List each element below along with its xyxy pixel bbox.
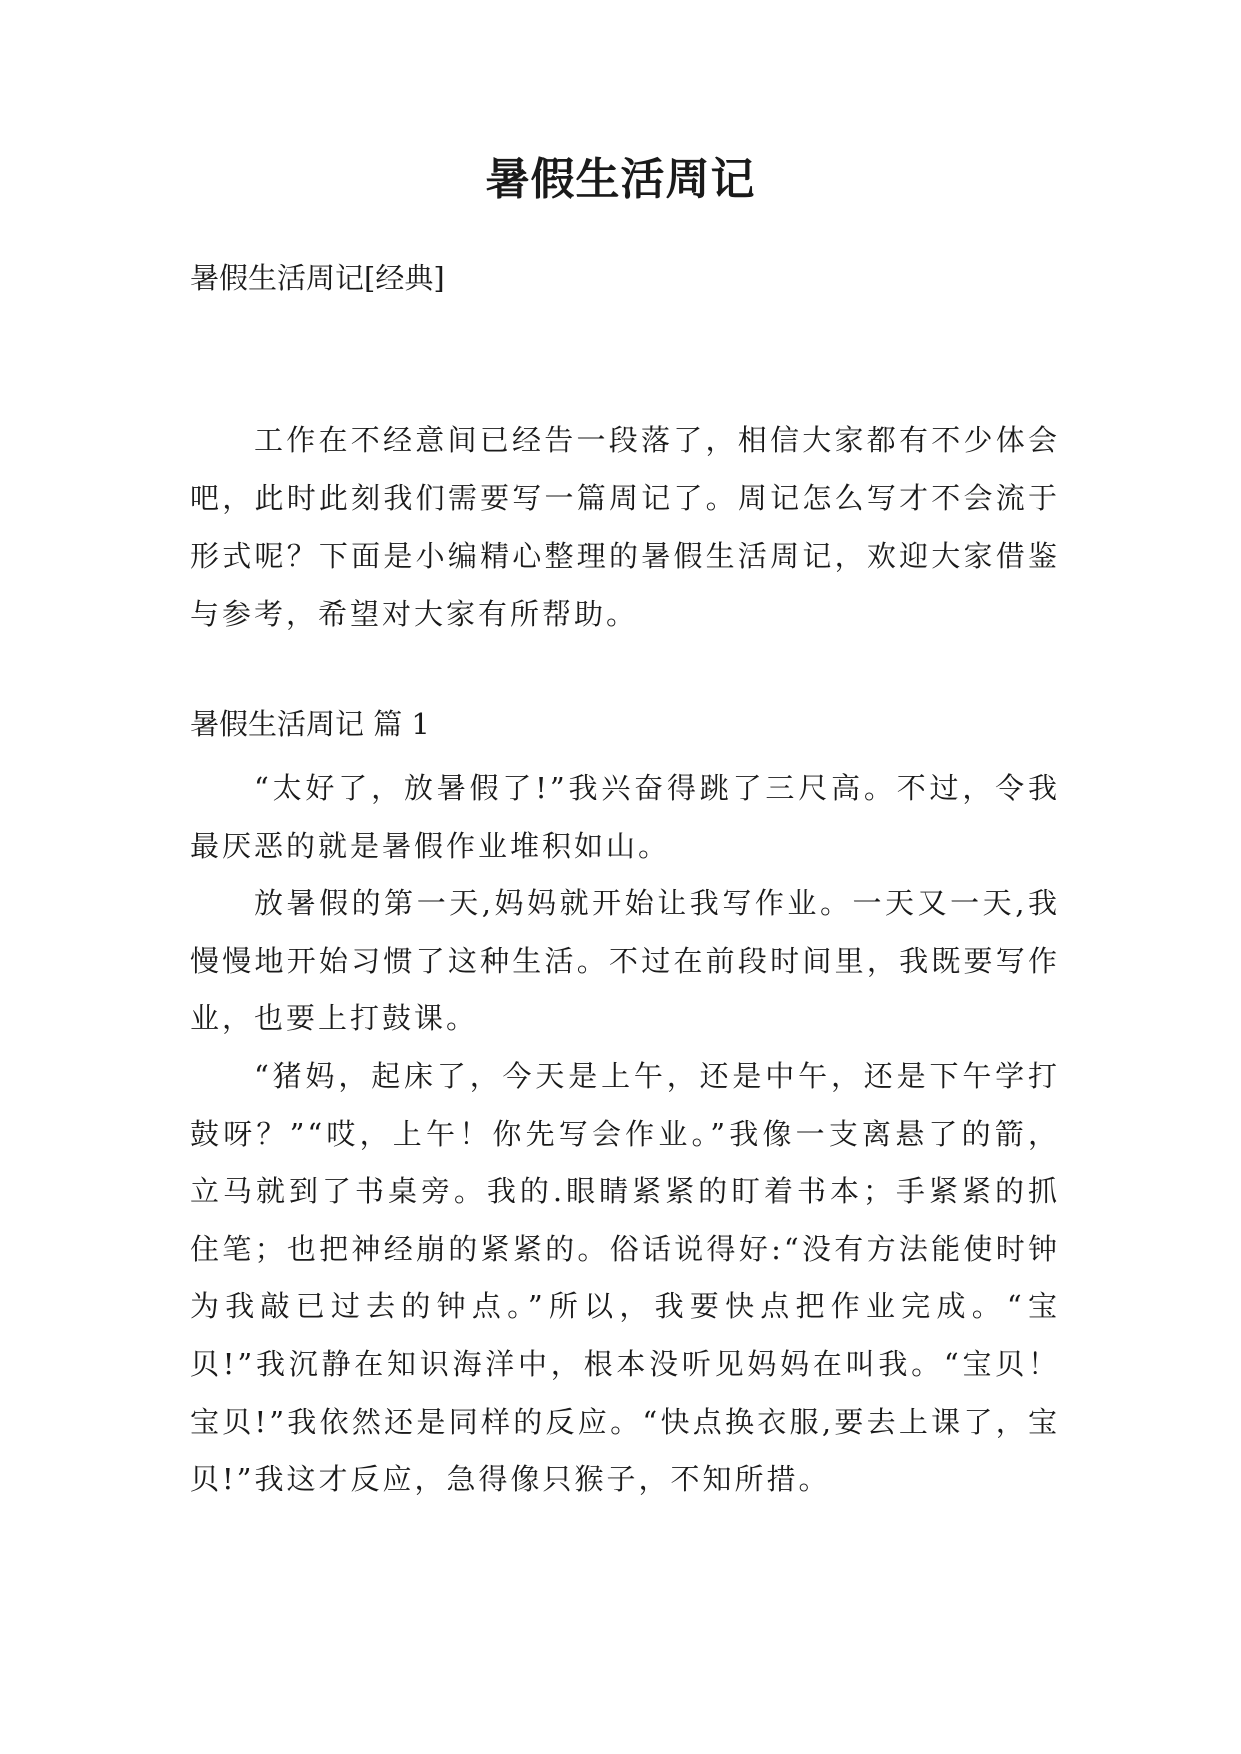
- intro-paragraph: 工作在不经意间已经告一段落了，相信大家都有不少体会吧，此时此刻我们需要写一篇周记了。周记怎么写才不会流于形式呢？下面是小编精心整理的暑假生活周记，欢迎大家借鉴与参考，希望对大家有所帮助。: [190, 423, 1060, 631]
- section-body: [190, 760, 1060, 1509]
- body-paragraph: 放暑假的第一天,妈妈就开始让我写作业。一天又一天,我慢慢地开始习惯了这种生活。不过在前段时间里，我既要写作业，也要上打鼓课。: [190, 886, 1060, 1036]
- section-heading: 暑假生活周记 篇 1: [190, 707, 430, 741]
- body-paragraph: “太好了，放暑假了!”我兴奋得跳了三尺高。不过，令我最厌恶的就是暑假作业堆积如山。: [190, 771, 1060, 863]
- document-subtitle: 暑假生活周记[经典]: [190, 261, 445, 295]
- document-title: 暑假生活周记: [485, 154, 756, 205]
- body-paragraph: “猪妈，起床了，今天是上午，还是中午，还是下午学打鼓呀？”“哎，上午！你先写会作业。”我像一支离悬了的箭，立马就到了书桌旁。我的.眼睛紧紧的盯着书本；手紧紧的抓住笔；也把神经崩的紧紧的。俗话说得好:“没有方法能使时钟为我敲已过去的钟点。”所以，我要快点把作业完成。“宝贝!”我沉静在知识海洋中，根本没听见妈妈在叫我。“宝贝！宝贝!”我依然还是同样的反应。“快点换衣服,要去上课了，宝贝!”我这才反应，急得像只猴子，不知所措。: [190, 1058, 1060, 1497]
